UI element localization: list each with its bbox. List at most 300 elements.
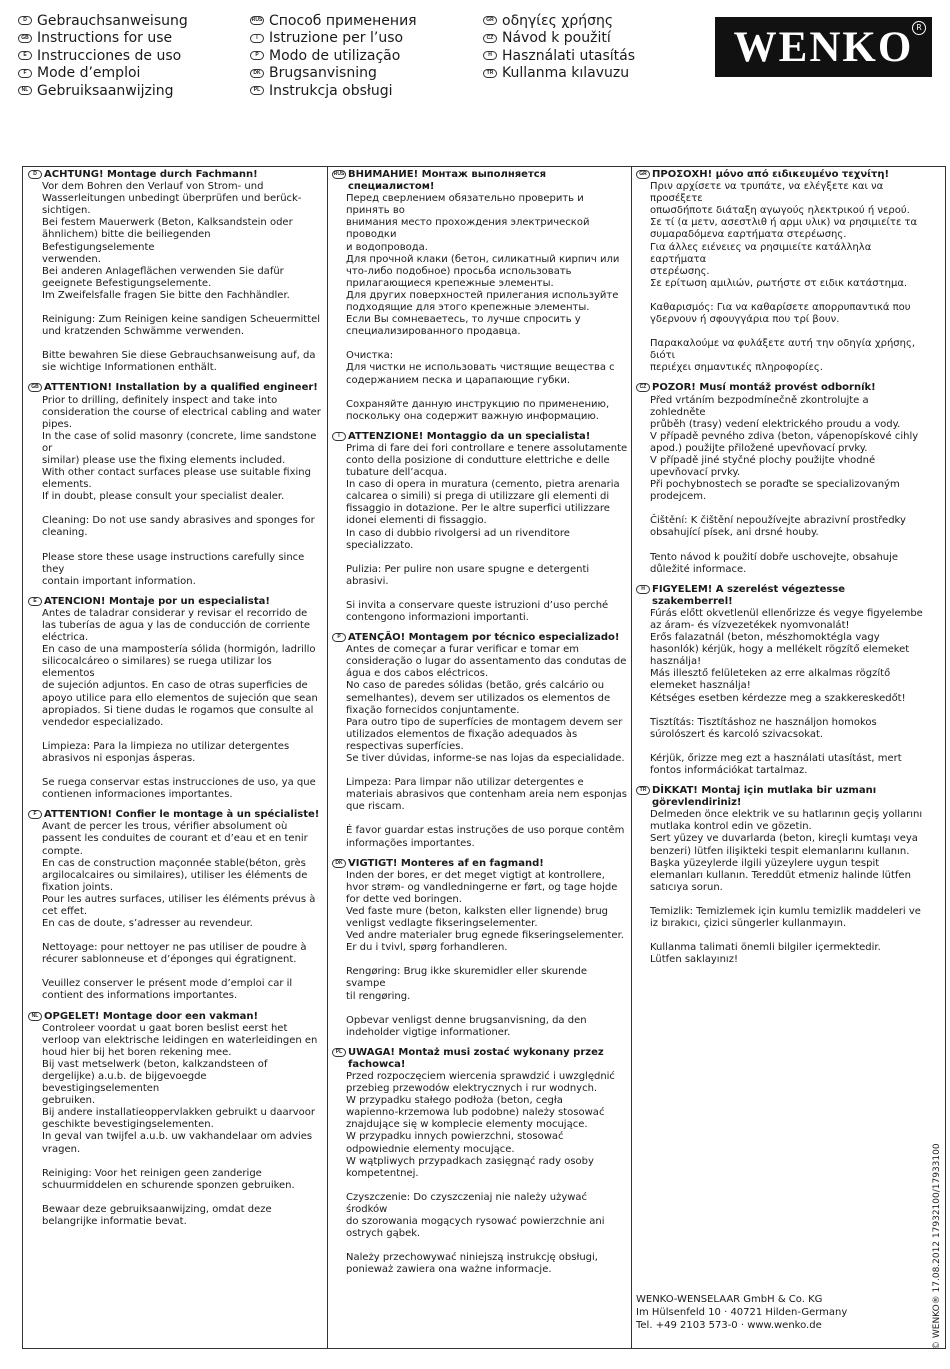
section-header [636, 382, 926, 394]
text-line: idonei elementi di fissaggio. [346, 515, 487, 527]
text-line: περιέχει σημαντικές πληροφορίες. [650, 362, 823, 374]
text-line: Сохраняйте данную инструкцию по применению, [346, 398, 610, 410]
country-badge: I [332, 432, 346, 441]
text-line: kompetentnej. [346, 1167, 419, 1179]
text-line: specializzato. [346, 539, 414, 551]
language-label: Modo de utilização [269, 47, 401, 64]
text-line: semelhantes), devem ser utilizados os elementos de [346, 692, 611, 704]
language-column-2 [250, 12, 417, 100]
paragraph-gap [28, 729, 324, 741]
company-street: Im Hülsenfeld 10 · 40721 Hilden-Germany [636, 1307, 848, 1318]
text-line: Należy przechowywać niniejszą instrukcję obsługi, [346, 1252, 598, 1264]
text-line: prodejcem. [650, 491, 707, 503]
section-title: ATTENTION! Confier le montage à un spécialiste! [44, 809, 320, 821]
text-line: apropiados. Si tiene dudas le rogamos que consulte al [42, 704, 314, 716]
paragraph-gap [636, 540, 926, 552]
section-title: ΠΡΟΣΟΧΗ! μόνο από ειδικευμένο τεχνίτη! [652, 169, 890, 180]
text-line: sie wichtige Informationen enthält. [42, 362, 217, 374]
paragraph-gap [636, 326, 926, 338]
text-line: Bei anderen Anlageflächen verwenden Sie dafür [42, 265, 284, 277]
paragraph-gap [332, 954, 628, 966]
text-line: Πριν αρχίσετε να τρυπάτε, να ελέγξετε και να προσέξετε [650, 181, 884, 205]
text-line: calcarea o simili) si prega di utilizzare gli elementi di [346, 491, 610, 503]
paragraph-gap [28, 503, 324, 515]
paragraph-gap [636, 741, 926, 753]
text-line: de sujeción adjuntos. En caso de otras superficies de [42, 680, 308, 692]
text-line: прилагающиеся крепежные элементы. [346, 277, 554, 289]
column-left [28, 169, 324, 1236]
language-label: Gebruiksaanwijzing [37, 82, 174, 99]
text-line: Kétséges esetben kérdezze meg a szakkereskedőt! [650, 692, 906, 704]
text-line: Przed rozpoczęciem wiercenia sprawdzić i uwzględnić [346, 1071, 615, 1082]
instruction-section [332, 1047, 628, 1277]
paragraph-gap [332, 1240, 628, 1252]
text-line: Tisztítás: Tisztításhoz ne használjon homokos [650, 716, 877, 728]
text-line: Başka yüzeylerde ilgili yüzeylere uygun tespit [650, 857, 880, 869]
instruction-section [332, 431, 628, 624]
section-title: FIGYELEM! A szerelést végeztesse szakemberrel! [652, 583, 846, 607]
text-line: V případě jiné styčné plochy použijte vhodné [650, 454, 876, 466]
text-line: Avant de percer les trous, vérifier absolument où [42, 821, 288, 833]
text-line: Veuillez conserver le présent mode d’emploi car il [42, 978, 293, 990]
text-line: Controleer voordat u gaat boren beslist eerst het [42, 1022, 288, 1034]
instruction-section [332, 858, 628, 1039]
paragraph-gap [28, 338, 324, 350]
column-right [636, 169, 926, 974]
text-line: Antes de começar a furar verificar e tomar em [346, 644, 580, 656]
text-line: Se tiver dúvidas, informe-se nas lojas da especialidade. [346, 753, 625, 765]
section-title: POZOR! Musí montáž provést odborník! [652, 382, 876, 394]
section-title: ACHTUNG! Montage durch Fachmann! [44, 169, 258, 180]
text-line: внимания место прохождения электрической проводки [346, 217, 590, 241]
country-badge: GB [18, 34, 32, 43]
text-line: Er du i tvivl, spørg forhandleren. [346, 942, 508, 954]
text-line: Inden der bores, er det meget vigtigt at kontrollere, [346, 869, 605, 881]
paragraph-gap [28, 1192, 324, 1204]
paragraph-gap [28, 966, 324, 978]
registered-mark-icon: R [912, 21, 926, 35]
text-line: Para outro tipo de superfícies de montagem devem ser [346, 716, 623, 728]
language-item [483, 30, 635, 48]
text-line: No caso de paredes sólidas (betão, grés calcário ou [346, 680, 605, 692]
text-line: συμαραδόμενα εαρτήματα στερέωσης. [650, 229, 847, 241]
text-line: Prior to drilling, definitely inspect and take into [42, 394, 278, 406]
column-middle [332, 169, 628, 1284]
text-line: Σε τί (α μετν, ασεστλιθ ή αρμι υλικ) να ρησιμιείτε τα [650, 217, 918, 229]
company-name: WENKO-WENSELAAR GmbH & Co. KG [636, 1294, 823, 1305]
country-badge: E [18, 51, 32, 60]
text-line: consideração o lugar do assentamento das condutas de [346, 656, 627, 668]
paragraph-gap [28, 1156, 324, 1168]
text-line: las tuberías de agua y las de conducción de corriente [42, 620, 311, 631]
text-line: průběh (trasy) vedení elektrického proudu a vody. [650, 418, 901, 430]
paragraph-gap [636, 503, 926, 515]
company-contact: Tel. +49 2103 573-0 · www.wenko.de [636, 1320, 822, 1331]
text-line: Pulizia: Per pulire non usare spugne e detergenti [346, 563, 590, 575]
text-line: przebieg przewodów elektrycznych i rur wodnych. [346, 1083, 598, 1095]
language-item [483, 47, 635, 65]
text-line: Při pochybnostech se poraďte se specializovaným [650, 479, 900, 491]
text-line: mutlaka kontrol edin ve gözetin. [650, 821, 812, 833]
paragraph-gap [332, 552, 628, 564]
text-line: for dette ved boringen. [346, 893, 462, 905]
text-line: Před vrtáním bezpodmínečně zkontrolujte a zohledněte [650, 394, 869, 418]
instruction-section [332, 169, 628, 423]
country-badge: H [636, 585, 650, 594]
text-line: Czyszczenie: Do czyszczeniaj nie należy używać środków [346, 1191, 588, 1215]
instruction-section [636, 169, 926, 374]
text-line: Antes de taladrar considerar y revisar el recorrido de [42, 607, 308, 619]
text-line: elements. [42, 479, 92, 491]
language-label: Mode d’emploi [37, 65, 141, 82]
country-badge: NL [28, 1012, 42, 1021]
logo-text: WENKO [733, 23, 914, 71]
text-line: znajdujące się w komplecie elementy mocujące. [346, 1119, 588, 1131]
country-badge: E [28, 597, 42, 606]
language-column-1 [18, 12, 188, 100]
text-line: En cas de construction maçonnée stable(béton, grès [42, 857, 306, 869]
text-line: Rengøring: Brug ikke skuremidler eller skurende svampe [346, 966, 587, 990]
text-line: W przypadku stałego podłoża (beton, cegła [346, 1095, 563, 1107]
language-label: Návod k použití [502, 30, 611, 47]
section-header [28, 809, 324, 821]
country-badge: D [18, 16, 32, 25]
paragraph-gap [332, 387, 628, 399]
text-line: Перед сверлением обязательно проверить и принять во [346, 193, 584, 217]
text-line: Im Zweifelsfalle fragen Sie bitte den Fachhändler. [42, 289, 290, 301]
country-badge: DK [250, 69, 264, 78]
text-line: Bei festem Mauerwerk (Beton, Kalksandstein oder [42, 217, 293, 229]
text-line: vragen. [42, 1143, 81, 1155]
language-label: οδηγίες χρήσης [502, 12, 614, 29]
text-line: und kratzenden Schwämme verwenden. [42, 326, 245, 338]
section-title: UWAGA! Montaż musi zostać wykonany przez fachowca! [348, 1046, 604, 1070]
instruction-section [28, 169, 324, 374]
text-line: fixação fornecidos conjuntamente. [346, 704, 520, 716]
instruction-section [28, 382, 324, 587]
section-title: ATTENTION! Installation by a qualified engineer! [44, 382, 318, 394]
text-line: obsahující písek, ani drsné houby. [650, 527, 819, 539]
text-line: Sert yüzey ve duvarlarda (beton, kireçli kumtaşı veya [650, 833, 918, 845]
text-line: fixation joints. [42, 881, 114, 893]
country-badge: TR [483, 69, 497, 78]
country-badge: DK [332, 859, 346, 868]
text-line: sichtigen. [42, 205, 91, 217]
language-item [250, 30, 417, 48]
language-item [18, 82, 188, 100]
instruction-section [332, 632, 628, 850]
text-line: contient des informations importantes. [42, 990, 238, 1002]
text-line: Tento návod k použití dobře uschovejte, obsahuje [650, 551, 899, 563]
language-item [18, 30, 188, 48]
text-line: respectivas superfícies. [346, 740, 464, 752]
text-line: In caso di dubbio rivolgersi ad un rivenditore [346, 527, 570, 539]
country-badge: CZ [483, 34, 497, 43]
country-badge: PL [332, 1048, 346, 1057]
text-line: apod.) použijte přiložené upevňovací prvky. [650, 442, 868, 454]
text-line: Για άλλες ειένειες να ρησιμιείτε κατάλληλα εαρτήματα [650, 241, 872, 265]
section-header [636, 169, 926, 181]
text-line: In caso di opera in muratura (cemento, pietra arenaria [346, 479, 620, 491]
text-line: στερέωσης. [650, 265, 710, 277]
text-line: Παρακαλούμε να φυλάξετε αυτή την οδηγία χρήσης, διότι [650, 338, 916, 362]
text-line: que riscam. [346, 801, 405, 813]
paragraph-gap [636, 705, 926, 717]
text-line: Kullanma talimati önemli bilgiler içermektedir. [650, 942, 881, 954]
section-title: DİKKAT! Montaj için mutlaka bir uzmanı görevlendiriniz! [652, 785, 877, 809]
text-line: En caso de una mampostería sólida (hormigón, ladrillo [42, 644, 316, 656]
language-label: Instrucciones de uso [37, 47, 182, 64]
text-line: indeholder vigtige informationer. [346, 1026, 511, 1038]
text-line: til rengøring. [346, 990, 411, 1002]
column-divider [631, 166, 632, 1349]
section-title: ВНИМАНИЕ! Монтаж выполняется специалистом! [348, 169, 547, 193]
language-label: Istruzione per l’uso [269, 30, 404, 47]
text-line: belangrijke informatie bevat. [42, 1215, 187, 1227]
country-badge: P [250, 51, 264, 60]
text-line: Bij vast metselwerk (beton, kalkzandsteen of [42, 1058, 268, 1070]
paragraph-gap [332, 765, 628, 777]
text-line: elemeket használja! [650, 680, 751, 692]
text-line: Reinigung: Zum Reinigen keine sandigen Scheuermittel [42, 314, 321, 326]
country-badge: H [483, 51, 497, 60]
text-line: materiais abrasivos que contenham areia nem esponjas [346, 789, 627, 801]
text-line: houd hier bij het boren rekening mee. [42, 1046, 232, 1058]
text-line: V případě pevného zdiva (beton, vápenopískové cihly [650, 430, 919, 442]
section-header [332, 858, 628, 870]
text-line: odpowiednie elementy mocujące. [346, 1143, 515, 1155]
section-header [28, 169, 324, 181]
instruction-section [28, 809, 324, 1002]
text-line: récurer sablonneuse et d’éponges qui égratignent. [42, 954, 297, 966]
text-line: подходящие для этого крепежные элементы. [346, 302, 590, 314]
paragraph-gap [332, 588, 628, 600]
text-line: With other contact surfaces please use suitable fixing [42, 467, 311, 479]
country-badge: F [28, 810, 42, 819]
text-line: содержанием песка и царапающие губки. [346, 374, 571, 386]
text-line: Cleaning: Do not use sandy abrasives and sponges for [42, 515, 315, 527]
text-line: benzeri) lütfen ilişikteki tespit elemanlarını kullanın. [650, 845, 910, 857]
text-line: Bij andere installatieoppervlakken gebruikt u daarvoor [42, 1107, 315, 1119]
text-line: ähnlichem) bitte die beiliegenden Befestigungselemente [42, 229, 211, 253]
paragraph-gap [28, 302, 324, 314]
country-badge: P [332, 633, 346, 642]
section-header [636, 584, 926, 608]
text-line: geeignete Befestigungselemente. [42, 277, 212, 289]
text-line: Очистка: [346, 350, 394, 362]
text-line: consideration the course of electrical cabling and water [42, 406, 321, 418]
text-line: Σε ερίτωση αμιλιών, ρωτήστε στ ειδικ κατάστημα. [650, 277, 908, 289]
section-header [28, 1011, 324, 1023]
language-label: Instructions for use [37, 30, 173, 47]
text-line: Please store these usage instructions carefully since they [42, 551, 305, 575]
language-item [250, 65, 417, 83]
text-line: informações importantes. [346, 837, 475, 849]
paragraph-gap [636, 290, 926, 302]
instruction-section [636, 785, 926, 966]
paragraph-gap [28, 930, 324, 942]
section-title: ATENÇÃO! Montagem por técnico especializado! [348, 632, 620, 644]
text-line: abrasivi. [346, 575, 389, 587]
text-line: Καθαρισμός: Για να καθαρίσετε απορρυπαντικά που [650, 301, 911, 313]
text-line: Si invita a conservare queste istruzioni d’uso perché [346, 599, 609, 611]
country-badge: GR [636, 170, 650, 179]
company-address [636, 1293, 916, 1332]
language-item [18, 47, 188, 65]
country-badge: CZ [636, 383, 650, 392]
instruction-section [28, 1011, 324, 1229]
text-line: contienen informaciones importantes. [42, 789, 233, 801]
text-line: Bitte bewahren Sie diese Gebrauchsanweisung auf, da [42, 350, 316, 362]
country-badge: NL [18, 86, 32, 95]
text-line: Kérjük, őrizze meg ezt a használati utasítást, mert [650, 752, 902, 764]
country-badge: GB [28, 383, 42, 392]
text-line: használja! [650, 656, 702, 668]
column-divider [327, 166, 328, 1349]
language-label: Способ применения [269, 12, 417, 29]
language-column-3 [483, 12, 635, 82]
text-line: Nettoyage: pour nettoyer ne pas utiliser de poudre à [42, 942, 307, 954]
text-line: Más illesztő felületeken az erre alkalmas rögzítő [650, 668, 891, 680]
country-badge: I [250, 34, 264, 43]
text-line: Opbevar venligst denne brugsanvisning, da den [346, 1014, 587, 1026]
instruction-section [636, 382, 926, 575]
country-badge: RUS [251, 17, 263, 24]
language-label: Instrukcja obsługi [269, 82, 393, 99]
section-header [332, 431, 628, 443]
text-line: utilizados elementos de fixação adequados às [346, 728, 578, 740]
text-line: gebruiken. [42, 1095, 96, 1107]
text-line: iz bırakıcı, çizici süngerler kullanmayın. [650, 917, 847, 929]
text-line: az áram- és vízvezetékek nyomvonalát! [650, 620, 850, 631]
text-line: venligst vedlagte fikseringselementer. [346, 918, 538, 930]
text-line: Temizlik: Temizlemek için kumlu temizlik maddeleri ve [650, 905, 921, 917]
language-label: Kullanma kılavuzu [502, 65, 630, 82]
paragraph-gap [636, 894, 926, 906]
text-line: hasonlók) kérjük, hogy a mellékelt rögzítő elemeket [650, 644, 910, 656]
country-badge: F [18, 69, 32, 78]
text-line: In geval van twijfel a.u.b. uw vakhandelaar om advies [42, 1131, 313, 1143]
language-item [250, 12, 417, 30]
text-line: vendedor especializado. [42, 716, 164, 728]
section-title: ATENCION! Montaje por un especialista! [44, 595, 270, 607]
text-line: schuurmiddelen en schurende sponzen gebruiken. [42, 1179, 295, 1191]
text-line: Limpieza: Para la limpieza no utilizar detergentes [42, 740, 290, 752]
text-line: Fúrás előtt okvetlenül ellenőrizze és vegye figyelembe [650, 607, 923, 619]
section-header [28, 382, 324, 394]
language-item [483, 65, 635, 83]
text-line: Wasserleitungen unbedingt überprüfen und berück- [42, 193, 302, 205]
country-badge: RUS [333, 171, 345, 177]
text-line: γδερνουν ή σφουγγάρια που τρί βουν. [650, 314, 840, 326]
text-line: In the case of solid masonry (concrete, lime sandstone or [42, 430, 317, 454]
text-line: silicocalcáreo o similares) se ruega utilizar los elementos [42, 656, 272, 680]
text-line: Bewaar deze gebruiksaanwijzing, omdat deze [42, 1203, 272, 1215]
text-line: Limpeza: Para limpar não utilizar detergentes e [346, 777, 584, 789]
text-line: É favor guardar estas instruções de uso porque contêm [346, 825, 625, 837]
language-item [250, 47, 417, 65]
text-line: W wątpliwych przypadkach zasięgnąć rady osoby [346, 1155, 594, 1167]
text-line: fissaggio in dotazione. Per le altre superfici utilizzare [346, 503, 610, 515]
section-title: VIGTIGT! Monteres af en fagmand! [348, 857, 544, 869]
section-header [332, 632, 628, 644]
text-line: Ved faste mure (beton, kalksten eller lignende) brug [346, 905, 609, 917]
paragraph-gap [332, 1180, 628, 1192]
text-line: tubature dell’acqua. [346, 467, 448, 479]
section-title: ATTENZIONE! Montaggio da un specialista! [348, 430, 591, 442]
text-line: и водопровода. [346, 241, 428, 253]
text-line: специализированного продавца. [346, 326, 521, 338]
text-line: súrolószert és karcoló szivacsokat. [650, 728, 824, 740]
language-item [18, 12, 188, 30]
instruction-section [636, 584, 926, 777]
country-badge: GR [483, 16, 497, 25]
text-line: conto della posizione di condutture elettriche e delle [346, 454, 610, 466]
text-line: důležité informace. [650, 563, 747, 575]
text-line: satıcıya sorun. [650, 881, 723, 893]
text-line: поскольку она содержит важную информацию. [346, 410, 599, 422]
text-line: geschikte bevestigingselementen. [42, 1119, 214, 1131]
article-code: © WENKO® 17.08.2012 17932100/17933100 [932, 1143, 942, 1350]
language-label: Brugsanvisning [269, 65, 377, 82]
section-header [332, 169, 628, 193]
text-line: água e dos cabos eléctricos. [346, 668, 489, 680]
text-line: fontos információkat tartalmaz. [650, 764, 808, 776]
text-line: pipes. [42, 418, 73, 430]
section-header [636, 785, 926, 809]
language-item [250, 82, 417, 100]
language-item [483, 12, 635, 30]
text-line: abrasivos ni esponjas ásperas. [42, 752, 196, 764]
text-line: Erős falazatnál (beton, mészhomoktégla vagy [650, 632, 880, 644]
text-line: W przypadku innych powierzchni, stosować [346, 1131, 564, 1143]
text-line: cleaning. [42, 527, 88, 539]
text-line: elemanları kullanın. Tereddüt etmeniz halinde lütfen [650, 869, 911, 881]
text-line: ponieważ zawiera ona ważne informacje. [346, 1264, 552, 1276]
text-line: contengono informazioni importanti. [346, 612, 529, 623]
text-line: do szorowania mogących rysować powierzchnie ani [346, 1216, 605, 1228]
text-line: apoyo utilice para ello elementos de sujeción que sean [42, 692, 318, 704]
text-line: wapienno-krzemowa lub podobne) należy stosować [346, 1107, 605, 1119]
text-line: Ved andre materialer brug egnede fikseringselementer. [346, 930, 624, 942]
section-title: OPGELET! Montage door een vakman! [44, 1010, 259, 1022]
text-line: Для прочной клаки (бетон, силикатный кирпич или [346, 253, 620, 265]
text-line: Для чистки не использовать чистящие вещества с [346, 362, 615, 374]
text-line: Reiniging: Voor het reinigen geen zanderige [42, 1167, 262, 1179]
section-header [28, 596, 324, 608]
paragraph-gap [28, 540, 324, 552]
paragraph-gap [636, 930, 926, 942]
text-line: upevňovací prvky. [650, 467, 741, 479]
instruction-section [28, 596, 324, 801]
text-line: similar) please use the fixing elements included. [42, 454, 286, 466]
text-line: Lütfen saklayınız! [650, 954, 738, 966]
text-line: cet effet. [42, 905, 88, 917]
text-line: что-либо подобное) просьба использовать [346, 265, 572, 277]
text-line: Čištění: K čištění nepoužívejte abrazivní prostředky [650, 515, 906, 527]
paragraph-gap [332, 813, 628, 825]
text-line: Delmeden önce elektrik ve su hatlarının geçiş yollarını [650, 809, 923, 821]
text-line: compte. [42, 845, 83, 857]
text-line: Если Вы сомневаетесь, то лучше спросить у [346, 314, 581, 326]
language-label: Használati utasítás [502, 47, 635, 64]
text-line: contain important information. [42, 575, 196, 587]
paragraph-gap [332, 338, 628, 350]
text-line: Pour les autres surfaces, utiliser les éléments prévus à [42, 893, 316, 905]
text-line: eléctrica. [42, 632, 89, 644]
section-header [332, 1047, 628, 1071]
header [0, 0, 950, 160]
